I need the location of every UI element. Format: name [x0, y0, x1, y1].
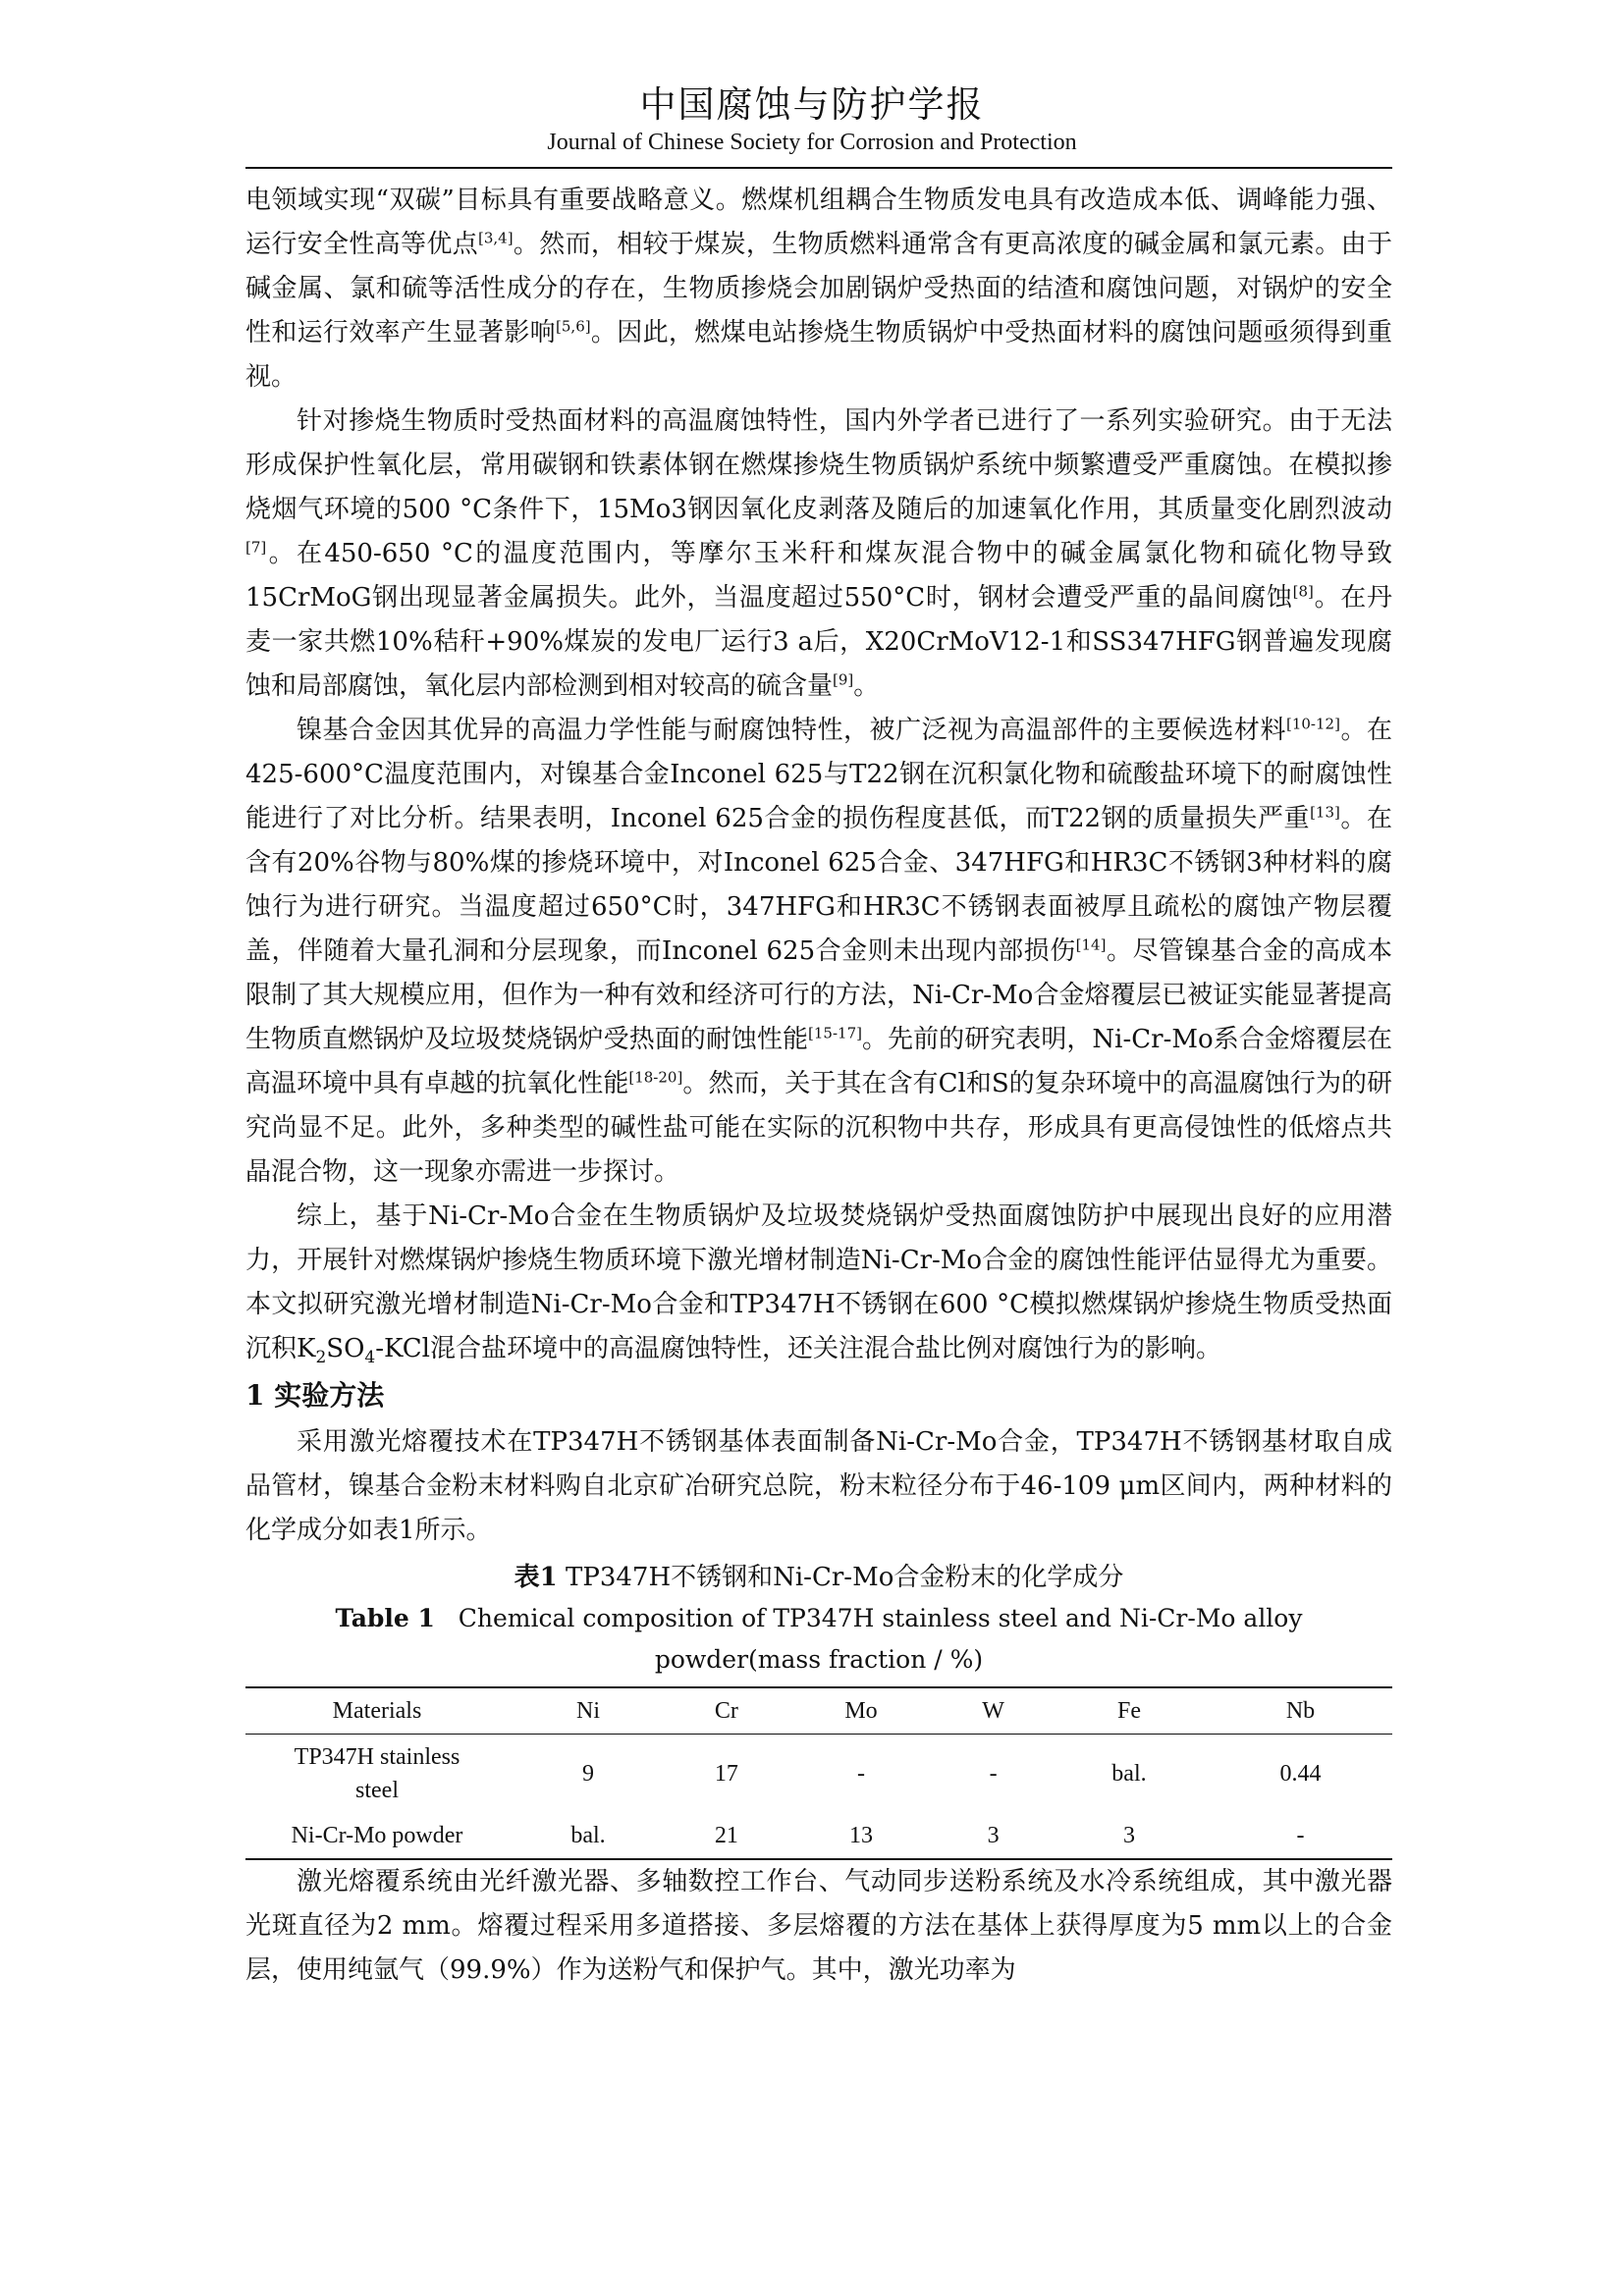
citation: [14] — [1075, 935, 1107, 954]
table-cell: 3 — [937, 1813, 1050, 1859]
table-cell: 13 — [785, 1813, 938, 1859]
table-cell: bal. — [509, 1813, 668, 1859]
section-heading: 1 实验方法 — [245, 1379, 385, 1412]
table-cell: 9 — [582, 1761, 595, 1787]
citation: [18-20] — [628, 1068, 683, 1087]
table-cell: - — [857, 1761, 865, 1787]
table-cell: 3 — [1050, 1813, 1209, 1859]
citation: [15-17] — [808, 1024, 862, 1042]
table-caption-en: Table 1 Chemical composition of TP347H stainless steel and Ni-Cr-Mo alloy powder(mass fraction / %) — [335, 1604, 1303, 1674]
table-cell: 21 — [668, 1813, 785, 1859]
table-header-cell: Mo — [785, 1687, 938, 1735]
journal-title-cn: 中国腐蚀与防护学报 — [639, 83, 985, 126]
table-cell: 0.44 — [1279, 1761, 1322, 1787]
table-cell: TP347H stainless steel — [294, 1744, 460, 1803]
table-cell: - — [1209, 1813, 1392, 1859]
table-header-cell: Cr — [668, 1687, 785, 1735]
table-header-cell: Fe — [1050, 1687, 1209, 1735]
header-rule — [245, 167, 1392, 169]
paragraph-6: 激光熔覆系统由光纤激光器、多轴数控工作台、气动同步送粉系统及水冷系统组成，其中激光器光斑直径为2 mm。熔覆过程采用多道搭接、多层熔覆的方法在基体上获得厚度为5 mm以上的合金层，使用纯氩气（99.9%）作为送粉气和保护气。其中，激光功率为 — [245, 1867, 1392, 1985]
table-header-cell: W — [937, 1687, 1050, 1735]
table-cell: bal. — [1111, 1761, 1147, 1787]
table-cell: 17 — [714, 1761, 738, 1787]
article-body — [245, 179, 1392, 1993]
table-header-cell: Nb — [1209, 1687, 1392, 1735]
citation: [7] — [245, 538, 267, 557]
table-cell: - — [989, 1761, 998, 1787]
table-header-cell: Ni — [509, 1687, 668, 1735]
table-header-cell: Materials — [245, 1687, 509, 1735]
journal-title-en: Journal of Chinese Society for Corrosion and Protection — [547, 130, 1077, 155]
table-row — [245, 1813, 1392, 1859]
table-cell: Ni-Cr-Mo powder — [245, 1813, 509, 1859]
table-caption-cn: 表1 TP347H不锈钢和Ni-Cr-Mo合金粉末的化学成分 — [514, 1563, 1124, 1592]
citation: [13] — [1310, 803, 1340, 822]
paragraph-5: 采用激光熔覆技术在TP347H不锈钢基体表面制备Ni-Cr-Mo合金，TP347H不锈钢基材取自成品管材，镍基合金粉末材料购自北京矿冶研究总院，粉末粒径分布于46-109 μm区间内，两种材料的化学成分如表1所示。 — [245, 1427, 1392, 1545]
paragraph-4: 综上，基于Ni-Cr-Mo合金在生物质锅炉及垃圾焚烧锅炉受热面腐蚀防护中展现出良好的应用潜力，开展针对燃煤锅炉掺烧生物质环境下激光增材制造Ni-Cr-Mo合金的腐蚀性能评估显得尤为重要。本文拟研究激光增材制造Ni-Cr-Mo合金和TP347H不锈钢在600 °C模拟燃煤锅炉掺烧生物质受热面沉积$K_2SO_4$-KCl混合盐环境中的高温腐蚀特性，还关注混合盐比例对腐蚀行为的影响。 — [245, 1201, 1392, 1368]
citation: [8] — [1292, 582, 1314, 601]
composition-table — [245, 1686, 1392, 1860]
table-header-row — [245, 1687, 1392, 1735]
paragraph-1: 电领域实现“双碳”目标具有重要战略意义。燃煤机组耦合生物质发电具有改造成本低、调峰能力强、运行安全性高等优点[3,4]。然而，相较于煤炭，生物质燃料通常含有更高浓度的碱金属和氯元素。由于碱金属、氯和硫等活性成分的存在，生物质掺烧会加剧锅炉受热面的结渣和腐蚀问题，对锅炉的安全性和运行效率产生显著影响[5,6]。因此，燃煤电站掺烧生物质锅炉中受热面材料的腐蚀问题亟须得到重视。 — [245, 186, 1392, 392]
citation: [5,6] — [556, 317, 591, 336]
paragraph-2: 针对掺烧生物质时受热面材料的高温腐蚀特性，国内外学者已进行了一系列实验研究。由于无法形成保护性氧化层，常用碳钢和铁素体钢在燃煤掺烧生物质锅炉系统中频繁遭受严重腐蚀。在模拟掺烧烟气环境的500 °C条件下，15Mo3钢因氧化皮剥落及随后的加速氧化作用，其质量变化剧烈波动[7]。在450-650 °C的温度范围内，等摩尔玉米秆和煤灰混合物中的碱金属氯化物和硫化物导致15CrMoG钢出现显著金属损失。此外，当温度超过550°C时，钢材会遭受严重的晶间腐蚀[8]。在丹麦一家共燃10%秸秆+90%煤炭的发电厂运行3 a后，X20CrMoV12-1和SS347HFG钢普遍发现腐蚀和局部腐蚀，氧化层内部检测到相对较高的硫含量[9]。 — [245, 406, 1392, 701]
citation: [10-12] — [1285, 715, 1340, 733]
paragraph-3: 镍基合金因其优异的高温力学性能与耐腐蚀特性，被广泛视为高温部件的主要候选材料[10-12]。在425-600°C温度范围内，对镍基合金Inconel 625与T22钢在沉积氯化物和硫酸盐环境下的耐腐蚀性能进行了对比分析。结果表明，Inconel 625合金的损伤程度甚低，而T22钢的质量损失严重[13]。在含有20%谷物与80%煤的掺烧环境中，对Inconel 625合金、347HFG和HR3C不锈钢3种材料的腐蚀行为进行研究。当温度超过650°C时，347HFG和HR3C不锈钢表面被厚且疏松的腐蚀产物层覆盖，伴随着大量孔洞和分层现象，而Inconel 625合金则未出现内部损伤[14]。尽管镍基合金的高成本限制了其大规模应用，但作为一种有效和经济可行的方法，Ni-Cr-Mo合金熔覆层已被证实能显著提高生物质直燃锅炉及垃圾焚烧锅炉受热面的耐蚀性能[15-17]。先前的研究表明，Ni-Cr-Mo系合金熔覆层在高温环境中具有卓越的抗氧化性能[18-20]。然而，关于其在含有Cl和S的复杂环境中的高温腐蚀行为的研究尚显不足。此外，多种类型的碱性盐可能在实际的沉积物中共存，形成具有更高侵蚀性的低熔点共晶混合物，这一现象亦需进一步探讨。 — [245, 715, 1392, 1187]
citation: [9] — [833, 670, 854, 689]
citation: [3,4] — [478, 229, 514, 247]
table-row — [245, 1735, 1392, 1814]
